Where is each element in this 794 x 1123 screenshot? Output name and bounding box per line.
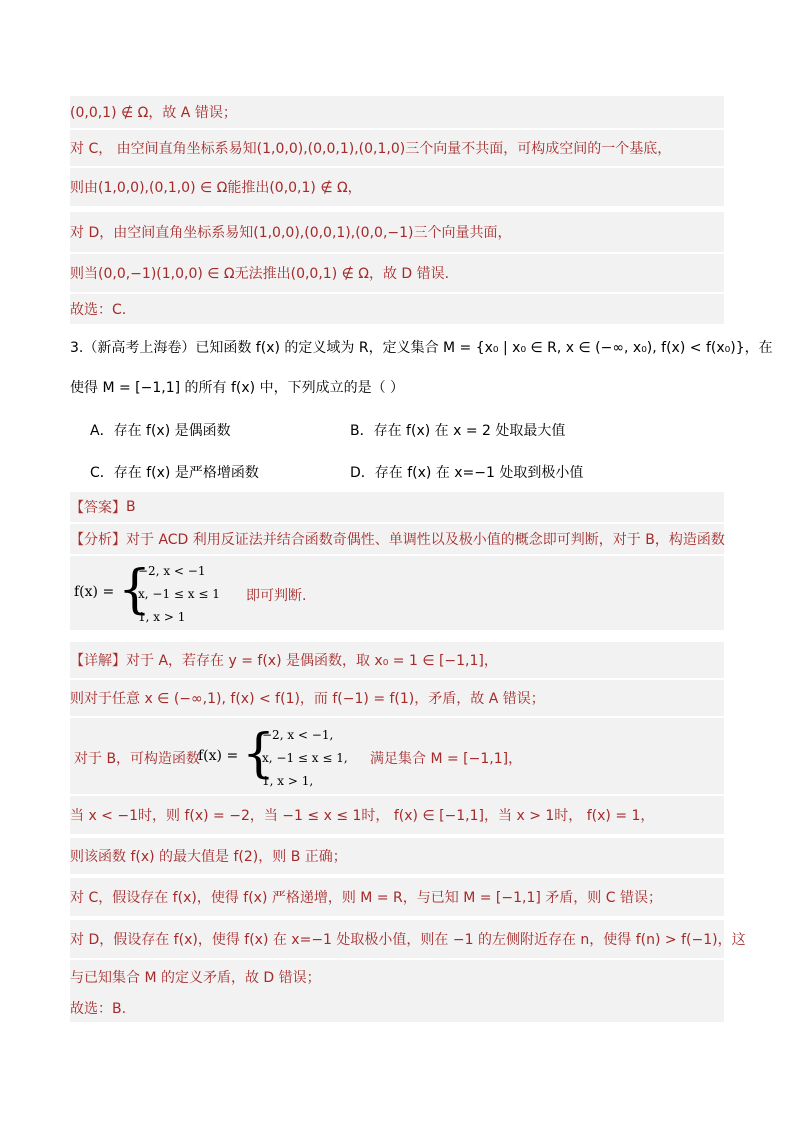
detail-line-8 xyxy=(70,960,724,994)
analysis-text: 对于 ACD 利用反证法并结合函数奇偶性、单调性以及极小值的概念即可判断，对于 B，构造函数 xyxy=(126,532,725,548)
piecewise-case: −2, x < −1, xyxy=(262,728,334,742)
answer-tag: 【答案】 xyxy=(70,500,126,516)
detail-after: 满足集合 M = [−1,1]， xyxy=(370,751,523,767)
analysis-tag: 【分析】 xyxy=(70,532,126,548)
detail-text: 则对于任意 x ∈ (−∞,1), f(x) < f(1)，而 f(−1) = f(1)，矛盾，故 A 错误； xyxy=(70,691,545,707)
piecewise-case: x, −1 ≤ x ≤ 1 xyxy=(138,587,220,601)
piecewise-case: −2, x < −1 xyxy=(138,564,206,578)
detail-text: 则该函数 f(x) 的最大值是 f(2)，则 B 正确； xyxy=(70,849,347,865)
detail-tag: 【详解】 xyxy=(70,653,126,669)
analysis-piecewise xyxy=(70,556,724,630)
piecewise-case: 1, x > 1, xyxy=(262,774,314,788)
answer-line xyxy=(70,492,724,522)
option-c: C．存在 f(x) 是严格增函数 xyxy=(90,465,259,481)
line-text: 则当(0,0,−1)(1,0,0) ∈ Ω无法推出(0,0,1) ∉ Ω，故 D 错误. xyxy=(70,266,450,282)
detail-text: 当 x < −1时，则 f(x) = −2，当 −1 ≤ x ≤ 1时， f(x) ∈ [−1,1]，当 x > 1时， f(x) = 1， xyxy=(70,808,655,824)
line-text: 对 C， 由空间直角坐标系易知(1,0,0),(0,0,1),(0,1,0)三个向量不共面，可构成空间的一个基底， xyxy=(70,141,672,157)
piecewise-label: f(x) = xyxy=(74,584,115,600)
brace-icon: { xyxy=(118,560,152,620)
brace-icon: { xyxy=(242,724,276,784)
detail-text: 对于 A，若存在 y = f(x) 是偶函数，取 x₀ = 1 ∈ [−1,1]， xyxy=(126,653,498,669)
line-text: 对 D，由空间直角坐标系易知(1,0,0),(0,0,1),(0,0,−1)三个向量共面， xyxy=(70,225,512,241)
question-text: 3.（新高考上海卷）已知函数 f(x) 的定义域为 R，定义集合 M = {x₀ | x₀ ∈ R, x ∈ (−∞, x₀), f(x) < f(x₀)}，在 xyxy=(70,340,773,356)
detail-text: 故选：B. xyxy=(70,1001,127,1017)
question-text: 使得 M = [−1,1] 的所有 f(x) 中，下列成立的是（ ） xyxy=(70,380,405,396)
option-a: A．存在 f(x) 是偶函数 xyxy=(90,423,231,439)
detail-line-1 xyxy=(70,642,724,678)
detail-line-7 xyxy=(70,920,746,958)
detail-text: 对 D，假设存在 f(x)，使得 f(x) 在 x=−1 处取极小值，则在 −1 的左侧附近存在 n，使得 f(n) > f(−1)，这 xyxy=(70,932,746,948)
detail-piecewise xyxy=(70,718,724,794)
line-text: 则由(1,0,0),(0,1,0) ∈ Ω能推出(0,0,1) ∉ Ω， xyxy=(70,180,362,196)
piecewise-label: f(x) = xyxy=(198,748,239,764)
analysis-line xyxy=(70,524,724,554)
option-d: D．存在 f(x) 在 x=−1 处取到极小值 xyxy=(350,465,584,481)
detail-line-5 xyxy=(70,838,724,874)
piecewise-case: x, −1 ≤ x ≤ 1, xyxy=(262,751,348,765)
solution-line-6 xyxy=(70,294,724,324)
solution-line-4 xyxy=(70,212,724,252)
line-text: 故选：C. xyxy=(70,302,127,318)
detail-line-2 xyxy=(70,680,724,716)
solution-line-1 xyxy=(70,96,724,128)
detail-text: 与已知集合 M 的定义矛盾，故 D 错误； xyxy=(70,970,321,986)
detail-line-9 xyxy=(70,994,724,1022)
detail-line-6 xyxy=(70,878,724,916)
detail-line-4 xyxy=(70,796,724,834)
solution-line-2 xyxy=(70,130,724,166)
solution-line-5 xyxy=(70,254,724,292)
question-line-2 xyxy=(70,372,724,402)
option-b: B．存在 f(x) 在 x = 2 处取最大值 xyxy=(350,423,566,439)
solution-line-3 xyxy=(70,168,724,206)
detail-prefix: 对于 B，可构造函数 xyxy=(74,751,201,767)
question-line-1 xyxy=(70,332,773,362)
line-text: (0,0,1) ∉ Ω，故 A 错误； xyxy=(70,105,237,121)
detail-text: 对 C，假设存在 f(x)，使得 f(x) 严格递增，则 M = R，与已知 M = [−1,1] 矛盾，则 C 错误； xyxy=(70,890,662,906)
piecewise-after: 即可判断. xyxy=(246,588,307,604)
answer-value: B xyxy=(126,499,136,515)
piecewise-case: 1, x > 1 xyxy=(138,610,186,624)
